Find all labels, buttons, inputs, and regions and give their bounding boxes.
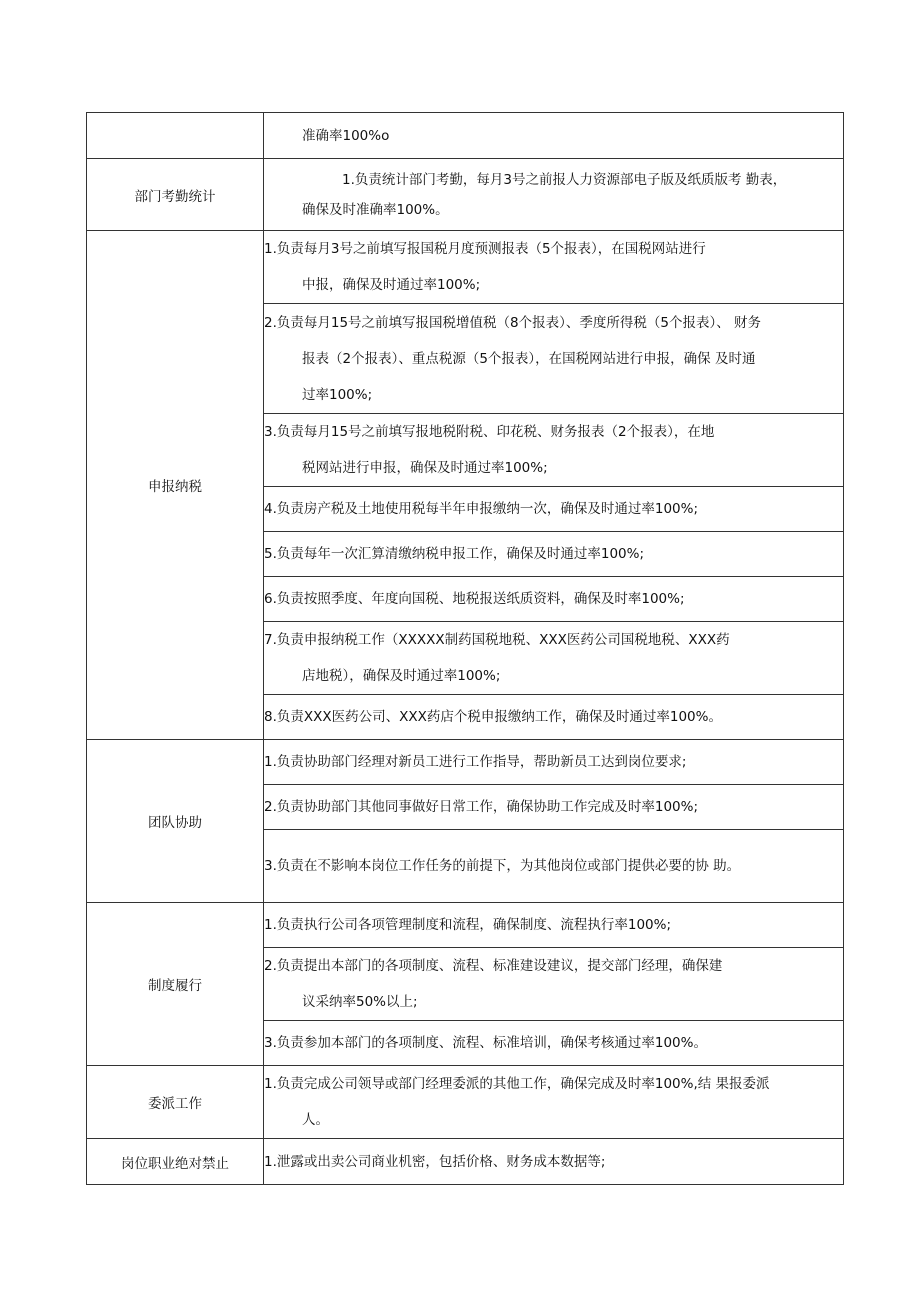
row-content: [264, 1066, 844, 1139]
row-content: [264, 1139, 844, 1185]
duty-line: 过率100%;: [302, 386, 373, 403]
duty-line: 准确率100%o: [302, 127, 390, 144]
duty-line: 1.负责执行公司各项管理制度和流程，确保制度、流程执行率100%;: [264, 917, 672, 933]
row-content: [264, 622, 844, 695]
table-row: [87, 740, 844, 785]
duty-line: 报表（2个报表）、重点税源（5个报表），在国税网站进行申报，确保 及时通: [302, 350, 756, 367]
row-label: 申报纳税: [87, 231, 264, 740]
table-row: [87, 1066, 844, 1139]
table-row: [87, 1139, 844, 1185]
row-content: [264, 903, 844, 948]
row-content: [264, 1021, 844, 1066]
table-row: [87, 159, 844, 231]
row-label: 团队协助: [87, 740, 264, 903]
row-content: [264, 948, 844, 1021]
row-content: [264, 231, 844, 304]
duty-line: 3.负责在不影响本岗位工作任务的前提下，为其他岗位或部门提供必要的协 助。: [264, 858, 741, 874]
duty-line: 税网站进行申报，确保及时通过率100%;: [302, 460, 548, 476]
row-content: [264, 695, 844, 740]
duty-line: 2.负责每月15号之前填写报国税增值税（8个报表）、季度所得税（5个报表）、 财务: [264, 314, 762, 331]
row-label: 委派工作: [87, 1066, 264, 1139]
table-row: [87, 231, 844, 304]
row-label: 制度履行: [87, 903, 264, 1066]
duty-line: 中报，确保及时通过率100%;: [302, 277, 481, 293]
duty-line: 店地税），确保及时通过率100%;: [302, 668, 501, 684]
duty-line: 2.负责提出本部门的各项制度、流程、标准建设建议，提交部门经理，确保建: [264, 958, 723, 974]
duty-line: 4.负责房产税及土地使用税每半年申报缴纳一次，确保及时通过率100%;: [264, 501, 699, 517]
row-content: [264, 159, 844, 231]
duty-line: 6.负责按照季度、年度向国税、地税报送纸质资料，确保及时率100%;: [264, 591, 685, 607]
row-content: [264, 414, 844, 487]
duty-line: 1.负责统计部门考勤，每月3号之前报人力资源部电子版及纸质版考 勤表，: [342, 171, 787, 188]
row-content: [264, 785, 844, 830]
duty-line: 1.泄露或出卖公司商业机密，包括价格、财务成本数据等;: [264, 1153, 606, 1170]
row-content: [264, 577, 844, 622]
duty-line: 确保及时准确率100%。: [302, 201, 449, 218]
duty-line: 1.负责完成公司领导或部门经理委派的其他工作，确保完成及时率100%,结 果报委派: [264, 1076, 770, 1092]
row-content: [264, 304, 844, 414]
row-label: 部门考勤统计: [87, 159, 264, 231]
duty-line: 人。: [302, 1112, 329, 1128]
duty-line: 5.负责每年一次汇算清缴纳税申报工作，确保及时通过率100%;: [264, 546, 645, 562]
row-content: [264, 113, 844, 159]
row-label: [87, 113, 264, 159]
table-row: [87, 903, 844, 948]
duty-line: 3.负责参加本部门的各项制度、流程、标准培训，确保考核通过率100%。: [264, 1035, 707, 1051]
row-content: [264, 487, 844, 532]
duty-line: 2.负责协助部门其他同事做好日常工作，确保协助工作完成及时率100%;: [264, 799, 699, 815]
duty-line: 1.负责协助部门经理对新员工进行工作指导，帮助新员工达到岗位要求;: [264, 754, 687, 770]
row-content: [264, 532, 844, 577]
duty-line: 3.负责每月15号之前填写报地税附税、印花税、财务报表（2个报表），在地: [264, 424, 715, 440]
row-content: [264, 740, 844, 785]
duty-line: 7.负责申报纳税工作（XXXXX制药国税地税、XXX医药公司国税地税、XXX药: [264, 632, 730, 648]
row-label: 岗位职业绝对禁止: [87, 1139, 264, 1185]
row-content: [264, 830, 844, 903]
job-duty-table: [86, 112, 844, 1185]
table-row: [87, 113, 844, 159]
duty-line: 1.负责每月3号之前填写报国税月度预测报表（5个报表），在国税网站进行: [264, 241, 706, 257]
duty-line: 8.负责XXX医药公司、XXX药店个税申报缴纳工作，确保及时通过率100%。: [264, 709, 722, 725]
duty-line: 议采纳率50%以上;: [302, 994, 418, 1010]
